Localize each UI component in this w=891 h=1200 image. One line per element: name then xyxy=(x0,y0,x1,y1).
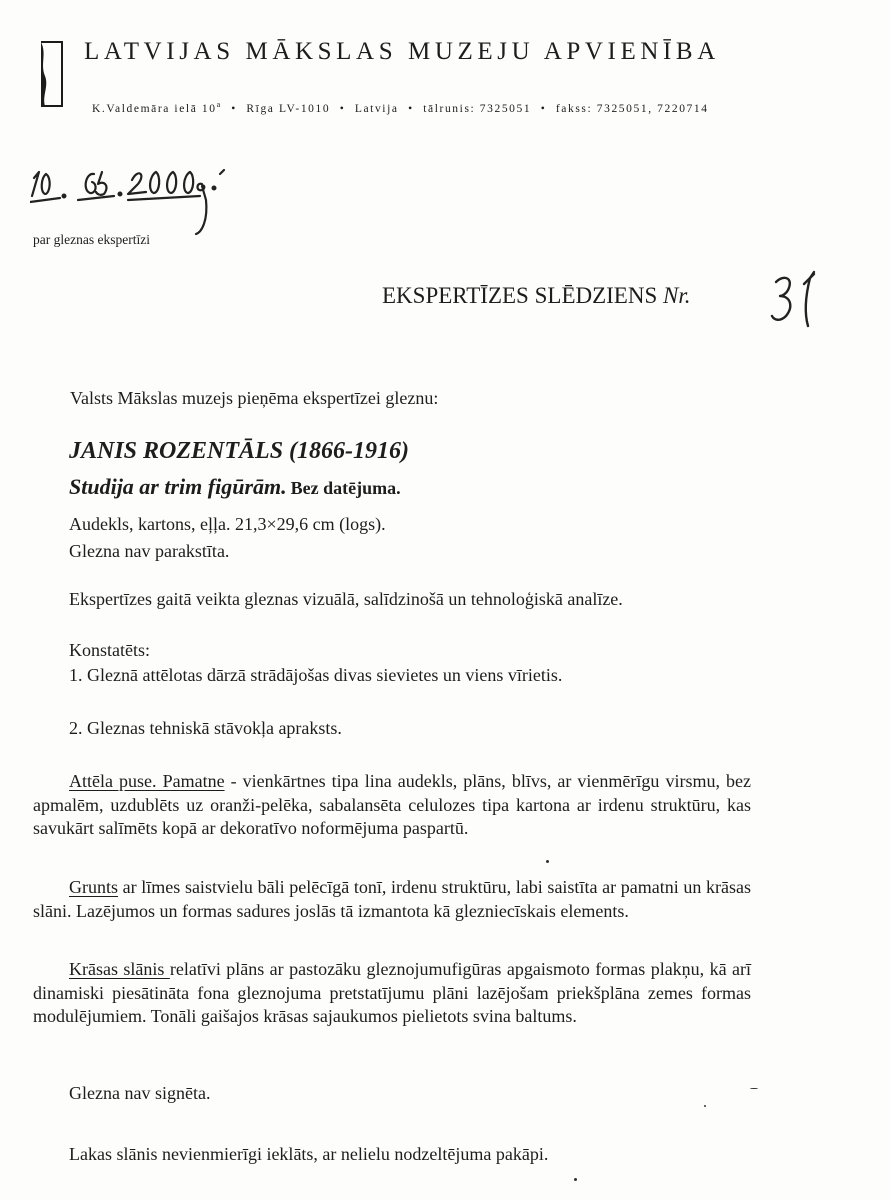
organization-name: LATVIJAS MĀKSLAS MUZEJU APVIENĪBA xyxy=(84,38,720,65)
artwork-line xyxy=(69,474,401,500)
findings-heading: Konstatēts: xyxy=(69,640,150,660)
scan-speck xyxy=(546,860,549,863)
base-label: Attēla puse. Pamatne xyxy=(69,771,225,791)
separator-dot: • xyxy=(231,102,237,115)
ground-paragraph xyxy=(33,876,751,923)
ground-label: Grunts xyxy=(69,877,118,897)
artwork-title: Studija ar trim figūrām. xyxy=(69,474,287,499)
separator-dot: • xyxy=(408,102,414,115)
address-street-suffix: a xyxy=(216,100,222,109)
title-text: EKSPERTĪZES SLĒDZIENS xyxy=(382,283,658,308)
base-text: - vienkārtnes tipa lina audekls, plāns, blīvs, ar vienmērīgu virsmu, bez apmalēm, uzdublēts uz oranži-pelēka, sabalansēta celulozes tipa kartona ar irdenu struktūru, kas savukārt salīmēts kopā ar dekoratīvo noformējuma paspartū. xyxy=(33,771,751,838)
subject-line: par gleznas ekspertīzi xyxy=(33,232,150,247)
ground-text: ar līmes saistvielu bāli pelēcīgā tonī, irdenu struktūru, labi saistīta ar pamatni un krāsas slāni. Lazējumos un formas sadures joslās tā izmantota kā glezniecīskais elements. xyxy=(33,877,751,921)
finding-2: 2. Gleznas tehniskā stāvokļa apraksts. xyxy=(69,718,342,738)
address-street: K.Valdemāra ielā 10 xyxy=(92,102,217,115)
title-nr-label: Nr. xyxy=(663,283,691,308)
artist-name: JANIS ROZENTĀLS (1866-1916) xyxy=(69,438,410,464)
address-city: Rīga LV-1010 xyxy=(246,102,331,115)
analysis-paragraph xyxy=(33,588,751,612)
scan-speck xyxy=(750,1088,758,1089)
finding-1: 1. Gleznā attēlotas dārzā strādājošas divas sievietes un viens vīrietis. xyxy=(69,665,563,685)
handwritten-number xyxy=(768,268,826,332)
separator-dot: • xyxy=(540,102,547,115)
address-phone: tālrunis: 7325051 xyxy=(423,102,532,115)
address-country: Latvija xyxy=(354,102,399,115)
not-signed-note: Glezna nav signēta. xyxy=(69,1083,211,1103)
document-title xyxy=(382,283,691,309)
artwork-dating: Bez datējuma. xyxy=(290,478,401,498)
separator-dot: • xyxy=(339,102,346,115)
scan-speck xyxy=(574,1178,577,1181)
address-fax: fakss: 7325051, 7220714 xyxy=(555,102,709,115)
varnish-note: Lakas slānis nevienmierīgi ieklāts, ar nelielu nodzeltējuma pakāpi. xyxy=(69,1144,549,1164)
museum-logo-mark xyxy=(38,40,64,108)
intro-text: Valsts Mākslas muzejs pieņēma ekspertīzei gleznu: xyxy=(70,388,439,408)
signature-note: Glezna nav parakstīta. xyxy=(69,541,230,561)
handwritten-date xyxy=(30,160,235,240)
organization-address xyxy=(92,100,709,115)
paint-layer-paragraph xyxy=(33,958,751,1029)
base-paragraph xyxy=(33,770,751,841)
analysis-text: Ekspertīzes gaitā veikta gleznas vizuālā, salīdzinošā un tehnoloģiskā analīze. xyxy=(69,589,623,609)
artwork-medium: Audekls, kartons, eļļa. 21,3×29,6 cm (logs). xyxy=(69,514,386,534)
paint-layer-label: Krāsas slānis xyxy=(69,959,170,979)
scan-speck xyxy=(704,1105,706,1107)
paint-layer-text: relatīvi plāns ar pastozāku gleznojumufigūras apgaismoto formas plakņu, kā arī dinamiski piesātināta fona gleznojuma pretstatījumu plāni lazējošam priekšplāna zemes formas modulējumiem. Tonāli gaišajos krāsas sajaukumos pielietots svina baltums. xyxy=(33,959,752,1026)
